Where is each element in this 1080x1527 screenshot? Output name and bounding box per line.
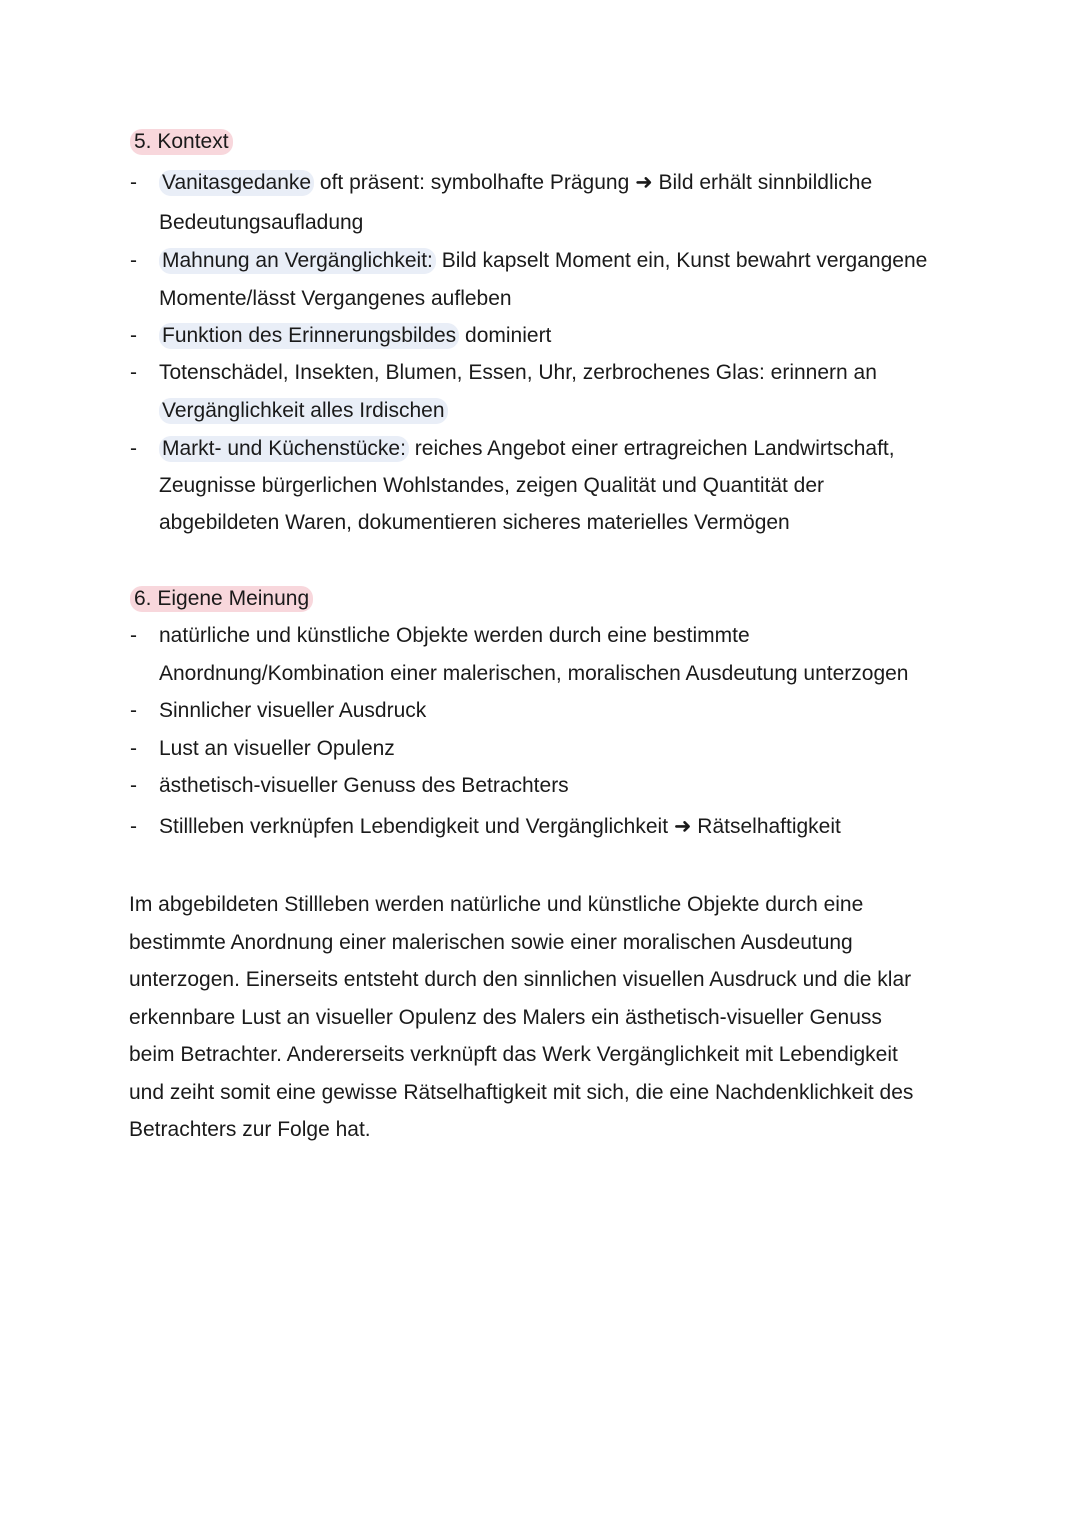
list-item-text: ästhetisch-visueller Genuss des Betrachters — [159, 774, 569, 797]
list-item-line — [159, 286, 512, 312]
bullet-dash: - — [130, 324, 137, 347]
paragraph-line: unterzogen. Einerseits entsteht durch den sinnlichen visuellen Ausdruck und die klar — [129, 968, 912, 991]
list-item-text: Totenschädel, Insekten, Blumen, Essen, Uhr, zerbrochenes Glas: erinnern an — [159, 361, 877, 384]
list-item-line — [159, 661, 908, 687]
paragraph-line: bestimmte Anordnung einer malerischen sowie einer moralischen Ausdeutung — [129, 931, 853, 954]
bullet-dash: - — [130, 249, 137, 272]
bullet-dash: - — [130, 171, 137, 194]
bullet-dash: - — [130, 624, 137, 647]
list-item-line — [159, 360, 877, 386]
list-item-text: oft präsent: symbolhafte Prägung ➜ Bild erhält sinnbildliche — [314, 171, 873, 194]
list-item-text: natürliche und künstliche Objekte werden durch eine bestimmte — [159, 624, 750, 647]
list-item-line — [159, 436, 895, 462]
list-item-text: Lust an visueller Opulenz — [159, 737, 395, 760]
list-item-text: Zeugnisse bürgerlichen Wohlstandes, zeigen Qualität und Quantität der — [159, 474, 825, 497]
paragraph-line: Im abgebildeten Stillleben werden natürliche und künstliche Objekte durch eine — [129, 893, 864, 916]
section-5-heading — [130, 129, 233, 155]
highlight-term: Vergänglichkeit alles Irdischen — [159, 398, 448, 424]
section-5-heading-text: 5. Kontext — [130, 129, 233, 155]
list-item-text: Sinnlicher visueller Ausdruck — [159, 699, 427, 722]
bullet-dash: - — [130, 437, 137, 460]
list-item-line — [159, 773, 569, 799]
highlight-term: Mahnung an Vergänglichkeit: — [159, 248, 436, 274]
list-item-line — [159, 398, 448, 424]
list-item-line — [159, 323, 551, 349]
bullet-dash: - — [130, 361, 137, 384]
list-item-line — [159, 814, 841, 840]
bullet-dash: - — [130, 699, 137, 722]
list-item-line — [159, 473, 824, 499]
section-6-heading — [130, 586, 313, 612]
list-item-line — [159, 698, 426, 724]
bullet-dash: - — [130, 737, 137, 760]
list-item-line — [159, 170, 872, 196]
paragraph-line: und zeiht somit eine gewisse Rätselhaftigkeit mit sich, die eine Nachdenklichkeit des — [129, 1081, 914, 1104]
list-item-text: Stillleben verknüpfen Lebendigkeit und Vergänglichkeit ➜ Rätselhaftigkeit — [159, 815, 841, 838]
list-item-text: Bild kapselt Moment ein, Kunst bewahrt vergangene — [435, 249, 928, 272]
list-item-text: dominiert — [459, 324, 552, 347]
list-item-line — [159, 210, 363, 236]
paragraph-line: erkennbare Lust an visueller Opulenz des Malers ein ästhetisch-visueller Genuss — [129, 1006, 882, 1029]
highlight-term: Funktion des Erinnerungsbildes — [159, 323, 459, 349]
section-6-heading-text: 6. Eigene Meinung — [130, 586, 313, 612]
list-item-text: Momente/lässt Vergangenes aufleben — [159, 287, 512, 310]
bullet-dash: - — [130, 774, 137, 797]
list-item-text: Anordnung/Kombination einer malerischen, moralischen Ausdeutung unterzogen — [159, 662, 909, 685]
highlight-term: Markt- und Küchenstücke: — [159, 436, 409, 462]
list-item-text: reiches Angebot einer ertragreichen Landwirtschaft, — [408, 437, 895, 460]
paragraph-line: Betrachters zur Folge hat. — [129, 1118, 371, 1141]
list-item-line — [159, 623, 750, 649]
list-item-text: abgebildeten Waren, dokumentieren sicheres materielles Vermögen — [159, 511, 790, 534]
paragraph-line: beim Betrachter. Andererseits verknüpft das Werk Vergänglichkeit mit Lebendigkeit — [129, 1043, 898, 1066]
highlight-term: Vanitasgedanke — [159, 170, 314, 196]
list-item-line — [159, 248, 927, 274]
bullet-dash: - — [130, 815, 137, 838]
list-item-line — [159, 510, 790, 536]
list-item-text: Bedeutungsaufladung — [159, 211, 364, 234]
list-item-line — [159, 736, 395, 762]
